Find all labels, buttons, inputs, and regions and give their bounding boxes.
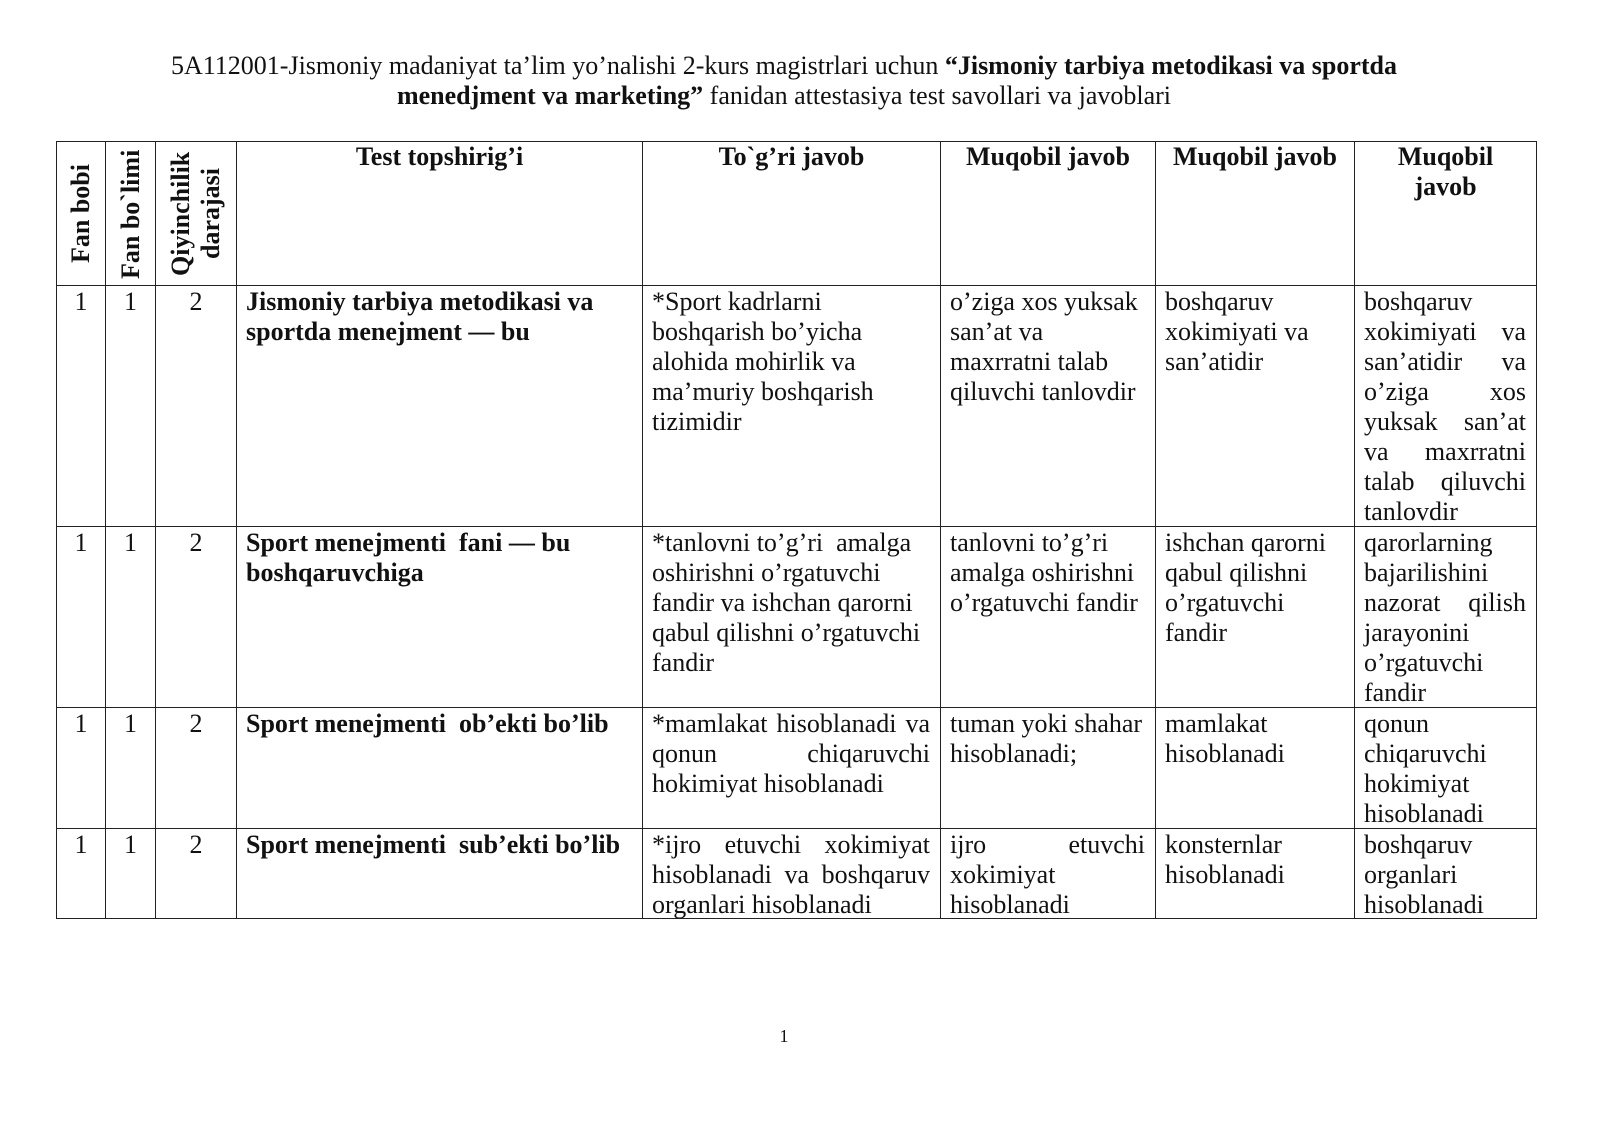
header-muqobil-javob-2-label: Muqobil javob <box>1173 142 1337 171</box>
cell-text-line: hisoblanadi <box>1165 739 1285 768</box>
header-muqobil-javob-1-label: Muqobil javob <box>966 142 1130 171</box>
cell-text-line: maxrratni talab <box>950 347 1109 376</box>
header-fan-bolimi-label: Fan bo`limi <box>115 148 145 279</box>
cell-text-line: san’atidir va <box>1364 347 1526 376</box>
row-2-fan-bolimi-cell <box>106 527 156 708</box>
row-4-alternative-answer-1-cell <box>941 829 1156 919</box>
header-fan-bobi <box>57 142 106 286</box>
cell-text-line: amalga oshirishni <box>950 558 1135 587</box>
cell-text-line: qiluvchi tanlovdir <box>950 377 1136 406</box>
cell-text-line: organlari <box>1364 860 1458 889</box>
title-line-1 <box>56 51 1512 81</box>
cell-text-line: *Sport kadrlarni <box>652 287 822 316</box>
cell-text: 2 <box>189 830 203 859</box>
row-3-alternative-answer-1-cell <box>941 708 1156 829</box>
row-4-correct-answer-cell <box>643 829 941 919</box>
row-2-alternative-answer-2-cell <box>1156 527 1355 708</box>
row-4-difficulty-cell <box>156 829 237 919</box>
header-test-topshirigi <box>237 142 643 286</box>
cell-text-line: tuman yoki shahar <box>950 709 1143 738</box>
row-3-alternative-answer-3-cell <box>1355 708 1537 829</box>
cell-text: 2 <box>189 709 203 738</box>
header-muqobil-javob-2 <box>1156 142 1355 286</box>
cell-text-line: qabul qilishni <box>1165 558 1308 587</box>
title-line-2-bold: menedjment va marketing” <box>396 81 704 110</box>
header-togri-javob <box>643 142 941 286</box>
cell-text-line: Sport menejmenti fani — bu <box>246 528 571 557</box>
title-line-2 <box>56 81 1512 111</box>
cell-text-line: fandir va ishchan qarorni <box>652 588 913 617</box>
cell-text-line: o’rgatuvchi <box>1364 648 1484 677</box>
cell-text: 1 <box>74 709 88 738</box>
cell-text-line: hokimiyat <box>1364 769 1470 798</box>
test-questions-table <box>56 141 1537 919</box>
cell-text-line: Jismoniy tarbiya metodikasi va <box>246 287 594 316</box>
cell-text: 2 <box>189 287 203 316</box>
cell-text-line: xokimiyati va <box>1364 317 1526 346</box>
header-muqobil-javob-3-label: Muqobil javob <box>1397 142 1494 201</box>
cell-text-line: xokimiyati va <box>1165 317 1309 346</box>
cell-text-line: oshirishni o’rgatuvchi <box>652 558 881 587</box>
row-4-alternative-answer-3-cell <box>1355 829 1537 919</box>
row-4-question-cell <box>237 829 643 919</box>
cell-text-line: fandir <box>1165 618 1228 647</box>
row-4-alternative-answer-2-cell <box>1156 829 1355 919</box>
cell-text-line: o’ziga xos <box>1364 377 1526 406</box>
cell-text: 1 <box>124 830 137 859</box>
cell-text-line: tizimidir <box>652 407 742 436</box>
header-muqobil-javob-3 <box>1355 142 1537 286</box>
cell-text-line: yuksak san’at <box>1364 407 1526 436</box>
document-title <box>56 51 1512 111</box>
cell-text-line: fandir <box>1364 678 1427 707</box>
cell-text-line: bajarilishini <box>1364 558 1489 587</box>
title-line-1-regular: 5A112001-Jismoniy madaniyat ta’lim yo’nalishi 2-kurs magistrlari uchun <box>170 51 945 80</box>
cell-text-line: *mamlakat hisoblanadi va <box>652 709 930 738</box>
cell-text-line: boshqaruvchiga <box>246 558 424 587</box>
cell-text-line: hokimiyat hisoblanadi <box>652 769 884 798</box>
header-qiyinchilik-darajasi-label: Qiyinchilik darajasi <box>166 151 225 276</box>
cell-text-line: boshqaruv <box>1364 287 1473 316</box>
cell-text-line: o’rgatuvchi <box>1165 588 1285 617</box>
row-1-fan-bobi-cell <box>57 286 106 527</box>
cell-text-line: Sport menejmenti ob’ekti bo’lib <box>246 709 609 738</box>
row-2-alternative-answer-1-cell <box>941 527 1156 708</box>
cell-text-line: san’at va <box>950 317 1044 346</box>
cell-text-line: qonun chiqaruvchi <box>652 739 930 768</box>
cell-text: 1 <box>74 830 88 859</box>
row-1-correct-answer-cell <box>643 286 941 527</box>
cell-text-line: sportda menejment — bu <box>246 317 530 346</box>
row-1-fan-bolimi-cell <box>106 286 156 527</box>
cell-text-line: hisoblanadi <box>1364 890 1484 919</box>
row-1-alternative-answer-3-cell <box>1355 286 1537 527</box>
row-3-fan-bolimi-cell <box>106 708 156 829</box>
cell-text: 1 <box>74 528 88 557</box>
cell-text-line: organlari hisoblanadi <box>652 890 872 919</box>
cell-text-line: talab qiluvchi <box>1364 467 1526 496</box>
cell-text-line: hisoblanadi <box>1165 860 1285 889</box>
cell-text-line: boshqaruv <box>1364 830 1473 859</box>
cell-text-line: qabul qilishni o’rgatuvchi <box>652 618 921 647</box>
cell-text-line: tanlovdir <box>1364 497 1458 526</box>
cell-text-line: o’rgatuvchi fandir <box>950 588 1138 617</box>
cell-text-line: hisoblanadi va boshqaruv <box>652 860 930 889</box>
row-2-difficulty-cell <box>156 527 237 708</box>
cell-text-line: hisoblanadi <box>1364 799 1484 828</box>
row-2-question-cell <box>237 527 643 708</box>
cell-text-line: Sport menejmenti sub’ekti bo’lib <box>246 830 621 859</box>
cell-text-line: chiqaruvchi <box>1364 739 1487 768</box>
cell-text-line: san’atidir <box>1165 347 1264 376</box>
cell-text: 1 <box>124 528 137 557</box>
row-3-alternative-answer-2-cell <box>1156 708 1355 829</box>
header-fan-bolimi <box>106 142 156 286</box>
cell-text-line: ma’muriy boshqarish <box>652 377 874 406</box>
cell-text: 1 <box>124 709 137 738</box>
header-qiyinchilik-darajasi <box>156 142 237 286</box>
row-4-fan-bolimi-cell <box>106 829 156 919</box>
cell-text-line: qarorlarning <box>1364 528 1493 557</box>
row-1-alternative-answer-1-cell <box>941 286 1156 527</box>
header-togri-javob-label: To`g’ri javob <box>718 142 865 171</box>
cell-text-line: xokimiyat <box>950 860 1056 889</box>
row-2-fan-bobi-cell <box>57 527 106 708</box>
cell-text-line: *tanlovni to’g’ri amalga <box>652 528 912 557</box>
cell-text-line: va maxrratni <box>1364 437 1526 466</box>
cell-text-line: ijro etuvchi <box>950 830 1145 859</box>
row-3-correct-answer-cell <box>643 708 941 829</box>
header-muqobil-javob-1 <box>941 142 1156 286</box>
cell-text-line: hisoblanadi <box>950 890 1070 919</box>
row-1-question-cell <box>237 286 643 527</box>
cell-text-line: jarayonini <box>1364 618 1470 647</box>
cell-text-line: tanlovni to’g’ri <box>950 528 1109 557</box>
cell-text-line: nazorat qilish <box>1364 588 1526 617</box>
row-3-difficulty-cell <box>156 708 237 829</box>
page-number: 1 <box>779 1026 789 1046</box>
title-line-1-bold: “Jismoniy tarbiya metodikasi va sportda <box>944 51 1397 80</box>
header-test-topshirigi-label: Test topshirig’i <box>355 142 524 171</box>
cell-text: 1 <box>124 287 137 316</box>
cell-text-line: mamlakat <box>1165 709 1268 738</box>
cell-text-line: *ijro etuvchi xokimiyat <box>652 830 930 859</box>
cell-text-line: qonun <box>1364 709 1429 738</box>
cell-text-line: boshqarish bo’yicha <box>652 317 863 346</box>
row-3-fan-bobi-cell <box>57 708 106 829</box>
cell-text-line: o’ziga xos yuksak <box>950 287 1138 316</box>
cell-text-line: alohida mohirlik va <box>652 347 856 376</box>
row-3-question-cell <box>237 708 643 829</box>
row-4-fan-bobi-cell <box>57 829 106 919</box>
cell-text-line: fandir <box>652 648 715 677</box>
cell-text: 1 <box>74 287 88 316</box>
header-fan-bobi-label: Fan bobi <box>66 164 95 263</box>
cell-text: 2 <box>189 528 203 557</box>
cell-text-line: konsternlar <box>1165 830 1282 859</box>
cell-text-line: boshqaruv <box>1165 287 1274 316</box>
cell-text-line: ishchan qarorni <box>1165 528 1327 557</box>
row-2-correct-answer-cell <box>643 527 941 708</box>
cell-text-line: hisoblanadi; <box>950 739 1078 768</box>
title-line-2-regular: fanidan attestasiya test savollari va javoblari <box>703 81 1172 110</box>
row-1-difficulty-cell <box>156 286 237 527</box>
row-1-alternative-answer-2-cell <box>1156 286 1355 527</box>
row-2-alternative-answer-3-cell <box>1355 527 1537 708</box>
